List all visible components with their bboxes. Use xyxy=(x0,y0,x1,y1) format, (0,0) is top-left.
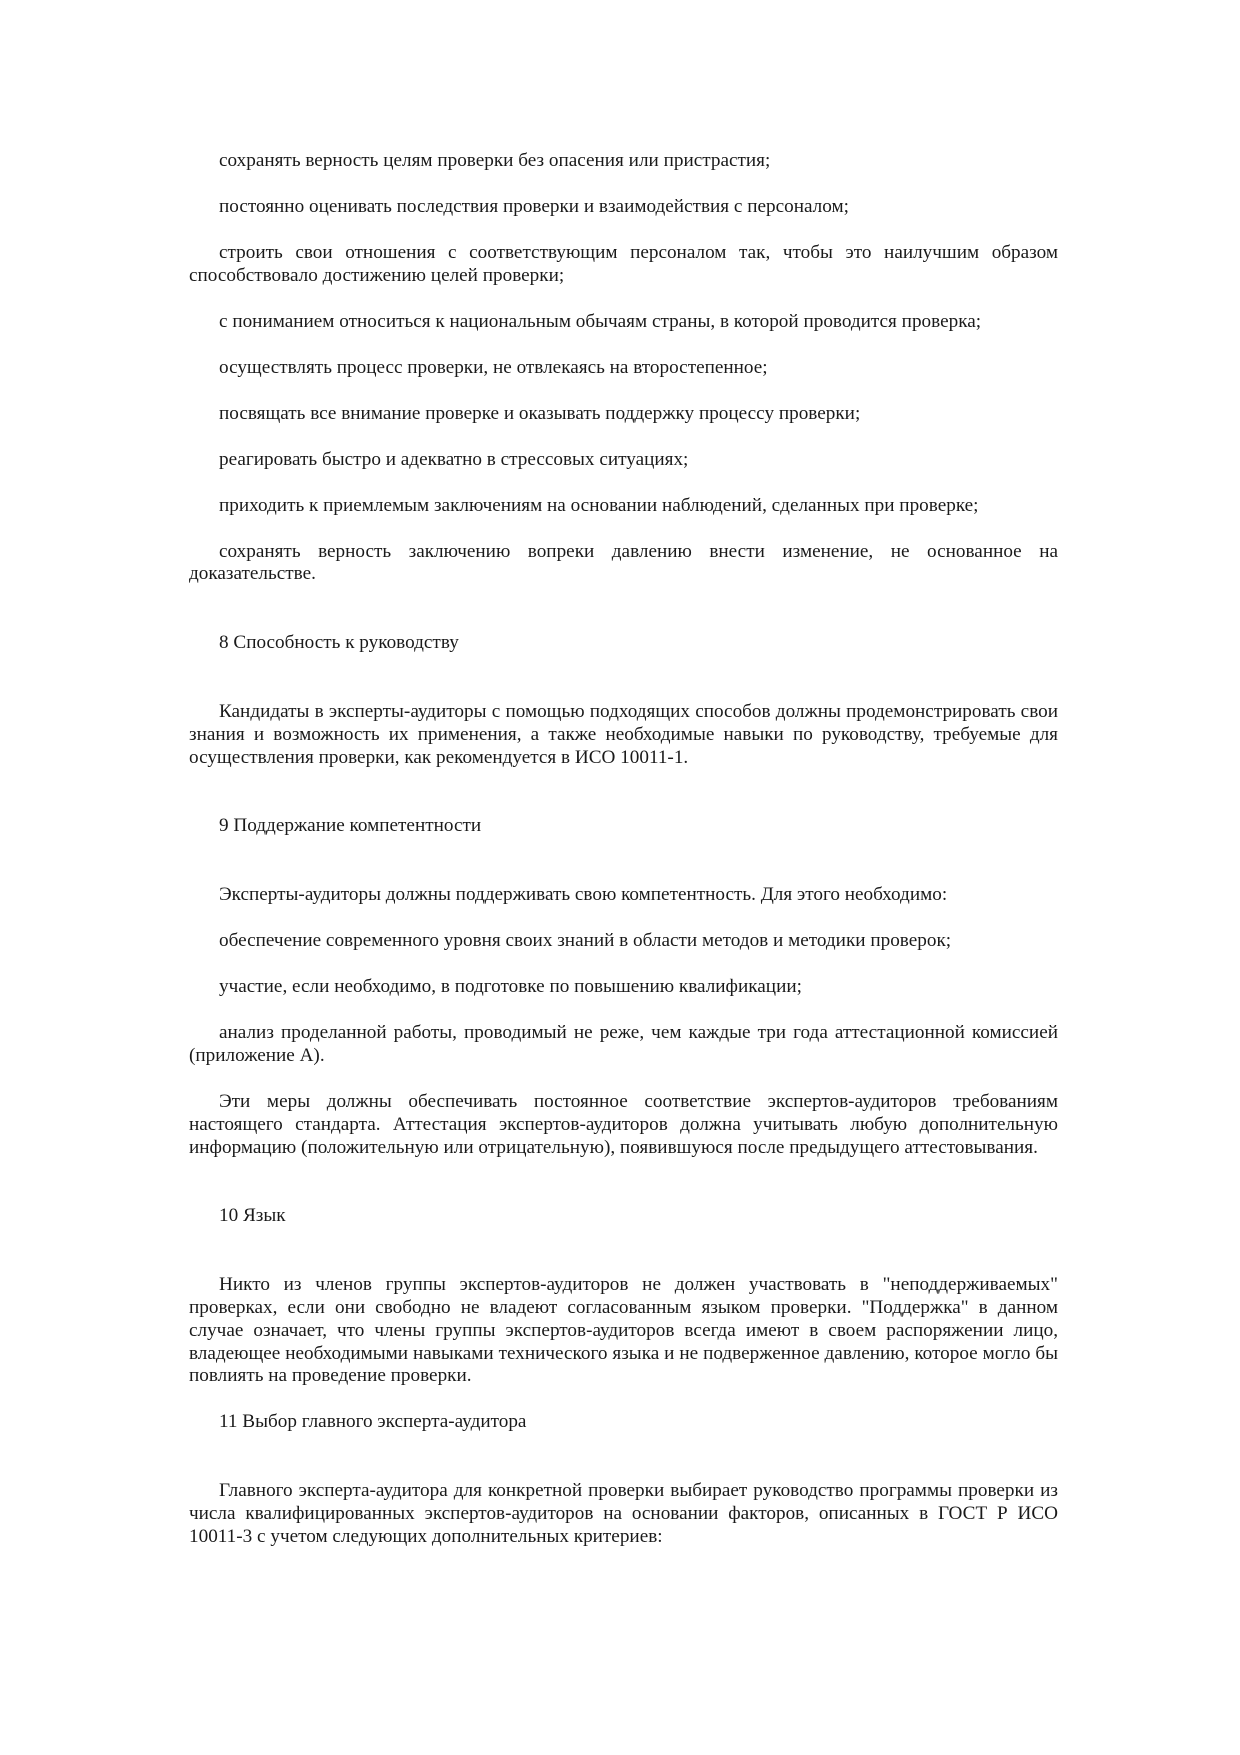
list-item: приходить к приемлемым заключениям на основании наблюдений, сделанных при проверке; xyxy=(219,494,979,516)
section-11-paragraph: Главного эксперта-аудитора для конкретной проверки выбирает руководство программы проверки из числа квалифицированных экспертов-аудиторов на основании факторов, описанных в ГОСТ Р ИСО 10011-3 с учетом следующих дополнительных критериев: xyxy=(189,1480,1058,1547)
list-item: сохранять верность целям проверки без опасения или пристрастия; xyxy=(219,150,771,171)
list-item: посвящать все внимание проверке и оказывать поддержку процессу проверки; xyxy=(219,402,861,424)
section-heading-9: 9 Поддержание компетентности xyxy=(219,815,482,837)
list-item: строить свои отношения с соответствующим персоналом так, чтобы это наилучшим образом способствовало достижению целей проверки; xyxy=(189,241,1058,286)
list-item: с пониманием относиться к национальным обычаям страны, в которой проводится проверка; xyxy=(219,310,982,332)
list-item: постоянно оценивать последствия проверки и взаимодействия с персоналом; xyxy=(219,195,849,217)
list-item: участие, если необходимо, в подготовке по повышению квалификации; xyxy=(219,976,802,998)
section-heading-11: 11 Выбор главного эксперта-аудитора xyxy=(219,1411,527,1433)
list-item: осуществлять процесс проверки, не отвлекаясь на второстепенное; xyxy=(219,356,768,378)
section-9-closing: Эти меры должны обеспечивать постоянное соответствие экспертов-аудиторов требованиям настоящего стандарта. Аттестация экспертов-аудиторов должна учитывать любую дополнительную информацию (положительную или отрицательную), появившуюся после предыдущего аттестовывания. xyxy=(189,1090,1058,1158)
list-item: сохранять верность заключению вопреки давлению внести изменение, не основанное на доказательстве. xyxy=(189,540,1058,585)
list-item: реагировать быстро и адекватно в стрессовых ситуациях; xyxy=(219,448,689,470)
section-heading-8: 8 Способность к руководству xyxy=(219,632,459,654)
list-item: обеспечение современного уровня своих знаний в области методов и методики проверок; xyxy=(219,930,952,952)
section-heading-10: 10 Язык xyxy=(219,1205,286,1227)
list-item: анализ проделанной работы, проводимый не реже, чем каждые три года аттестационной комиссией (приложение А). xyxy=(189,1022,1058,1066)
section-9-intro: Эксперты-аудиторы должны поддерживать свою компетентность. Для этого необходимо: xyxy=(219,884,948,906)
document-page xyxy=(189,150,1058,1572)
section-8-paragraph: Кандидаты в эксперты-аудиторы с помощью подходящих способов должны продемонстрировать свои знания и возможность их применения, а также необходимые навыки по руководству, требуемые для осуществления проверки, как рекомендуется в ИСО 10011-1. xyxy=(189,701,1058,768)
section-10-paragraph: Никто из членов группы экспертов-аудиторов не должен участвовать в "неподдерживаемых" проверках, если они свободно не владеют согласованным языком проверки. "Поддержка" в данном случае означает, что члены группы экспертов-аудиторов всегда имеют в своем распоряжении лицо, владеющее необходимыми навыками технического языка и не подверженное давлению, которое могло бы повлиять на проведение проверки. xyxy=(189,1274,1058,1387)
